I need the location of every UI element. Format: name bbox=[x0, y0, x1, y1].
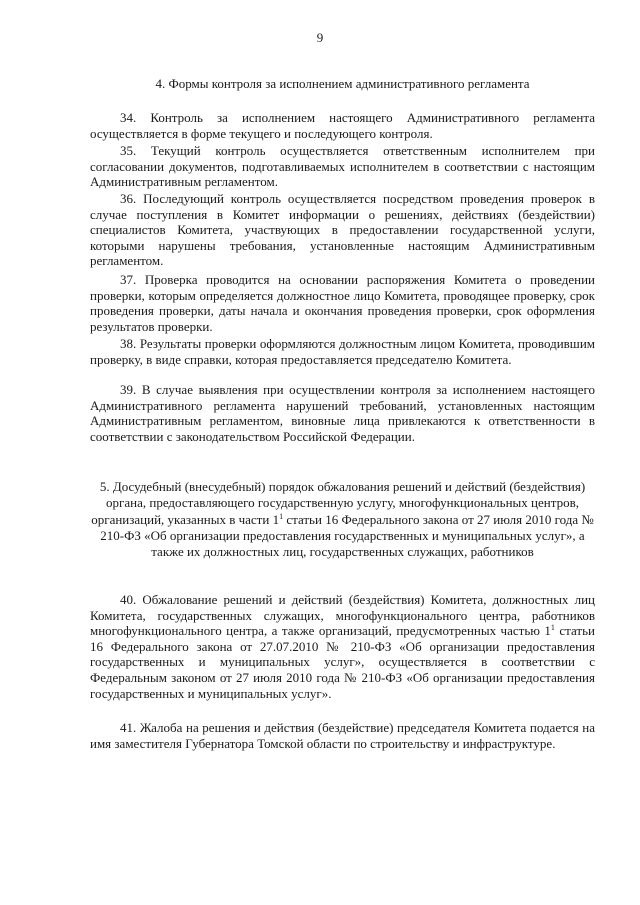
paragraph-39: 39. В случае выявления при осуществлении контроля за исполнением настоящего Административного регламента нарушений требований, установленных настоящим Административным регламентом, виновные лица привлекаются к ответственности в соответствии с законодательством Российской Федерации. bbox=[90, 382, 595, 444]
section-4-heading: 4. Формы контроля за исполнением административного регламента bbox=[155, 76, 530, 91]
paragraph-35: 35. Текущий контроль осуществляется ответственным исполнителем при согласовании документов, подготавливаемых исполнителем в соответствии с настоящим Административным регламентом. bbox=[90, 143, 595, 190]
paragraph-40-part-1: 40. Обжалование решений и действий (бездействия) Комитета, должностных лиц Комитета, государственных служащих, многофункционального центра, работников многофункционального центра, а также организаций, предусмотренных частью 1 bbox=[90, 592, 595, 639]
paragraph-34: 34. Контроль за исполнением настоящего Административного регламента осуществляется в форме текущего и последующего контроля. bbox=[90, 110, 595, 141]
paragraph-40 bbox=[90, 592, 595, 701]
page-number: 9 bbox=[316, 30, 324, 45]
paragraph-41: 41. Жалоба на решения и действия (бездействие) председателя Комитета подается на имя заместителя Губернатора Томской области по строительству и инфраструктуре. bbox=[90, 720, 595, 751]
paragraph-38: 38. Результаты проверки оформляются должностным лицом Комитета, проводившим проверку, в виде справки, которая предоставляется председателю Комитета. bbox=[90, 336, 595, 367]
paragraph-40-superscript: 1 bbox=[550, 623, 555, 633]
section-5-heading bbox=[90, 479, 595, 560]
paragraph-40-part-2: статьи 16 Федерального закона от 27.07.2010 № 210-ФЗ «Об организации предоставления государственных и муниципальных услуг», осуществляется в соответствии с Федеральным законом от 27 июля 2010 года № 210-ФЗ «Об организации предоставления государственных и муниципальных услуг». bbox=[90, 623, 595, 701]
paragraph-36: 36. Последующий контроль осуществляется посредством проведения проверок в случае поступления в Комитет информации о решениях, действиях (бездействии) специалистов Комитета, участвующих в предоставлении государственной услуги, которыми нарушены требования, установленные настоящим Административным регламентом. bbox=[90, 191, 595, 269]
section-5-heading-part-1: 5. Досудебный (внесудебный) порядок обжалования решений и действий (бездействия) органа, предоставляющего государственную услугу, многофункциональных центров, организаций, указанных в части 1 bbox=[91, 479, 586, 527]
section-5-heading-part-2: статьи 16 Федерального закона от 27 июля 2010 года № 210-ФЗ «Об организации предоставления государственных и муниципальных услуг», а также их должностных лиц, государственных служащих, работников bbox=[100, 511, 594, 560]
paragraph-37: 37. Проверка проводится на основании распоряжения Комитета о проведении проверки, которым определяется должностное лицо Комитета, проводящее проверку, срок проведения проверки, даты начала и окончания проведения проверки, срок оформления результатов проверки. bbox=[90, 272, 595, 334]
section-5-superscript: 1 bbox=[279, 511, 284, 521]
